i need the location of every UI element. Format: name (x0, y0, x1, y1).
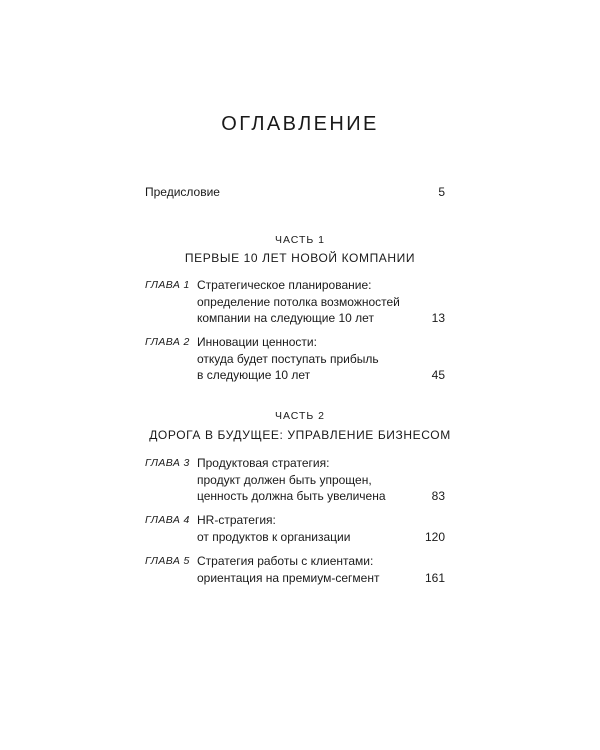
chapter-page-number: 83 (431, 489, 445, 503)
chapter-number: ГЛАВА 5 (145, 555, 190, 567)
chapter-title-line: Продуктовая стратегия: (197, 456, 330, 470)
toc-entry-chapter-1[interactable] (145, 277, 445, 327)
chapter-page-number: 13 (431, 311, 445, 325)
chapter-page-number: 45 (431, 368, 445, 382)
chapter-page-number: 161 (424, 570, 445, 585)
chapter-title-line: от продуктов к организации (197, 529, 351, 544)
chapter-title-line: HR-стратегия: (197, 513, 276, 527)
part-2-label: ЧАСТЬ 2 (274, 410, 326, 422)
chapter-number: ГЛАВА 2 (145, 336, 190, 348)
chapter-title-line: в следующие 10 лет (197, 368, 311, 382)
toc-entry-chapter-3[interactable] (145, 455, 445, 505)
chapter-title-line: определение потолка возможностей (197, 294, 400, 309)
chapter-title-line: компании на следующие 10 лет (197, 311, 374, 325)
part-1-label: ЧАСТЬ 1 (274, 234, 326, 246)
chapter-title-line: Стратегическое планирование: (197, 278, 372, 292)
part-1-title: ПЕРВЫЕ 10 ЛЕТ НОВОЙ КОМПАНИИ (184, 251, 416, 265)
part-2-title: ДОРОГА В БУДУЩЕЕ: УПРАВЛЕНИЕ БИЗНЕСОМ (149, 428, 451, 442)
toc-entry-chapter-4[interactable] (145, 512, 445, 546)
chapter-title-line: откуда будет поступать прибыль (197, 351, 379, 366)
chapter-number: ГЛАВА 1 (145, 279, 190, 291)
chapter-title-line: Инновации ценности: (197, 335, 317, 349)
chapter-title-line: ориентация на премиум-сегмент (197, 570, 380, 585)
page-title: ОГЛАВЛЕНИЕ (221, 113, 379, 135)
chapter-title-line: ценность должна быть увеличена (197, 489, 386, 503)
chapter-title-line: продукт должен быть упрощен, (197, 472, 372, 487)
chapter-page-number: 120 (424, 529, 445, 544)
chapter-number: ГЛАВА 3 (145, 457, 190, 469)
toc-entry-chapter-5[interactable] (145, 553, 445, 587)
toc-entry-preface[interactable] (145, 184, 445, 200)
preface-label: Предисловие (145, 185, 220, 199)
chapter-number: ГЛАВА 4 (145, 514, 190, 526)
toc-entry-chapter-2[interactable] (145, 334, 445, 384)
preface-page-number: 5 (438, 185, 445, 199)
chapter-title-line: Стратегия работы с клиентами: (197, 554, 374, 568)
